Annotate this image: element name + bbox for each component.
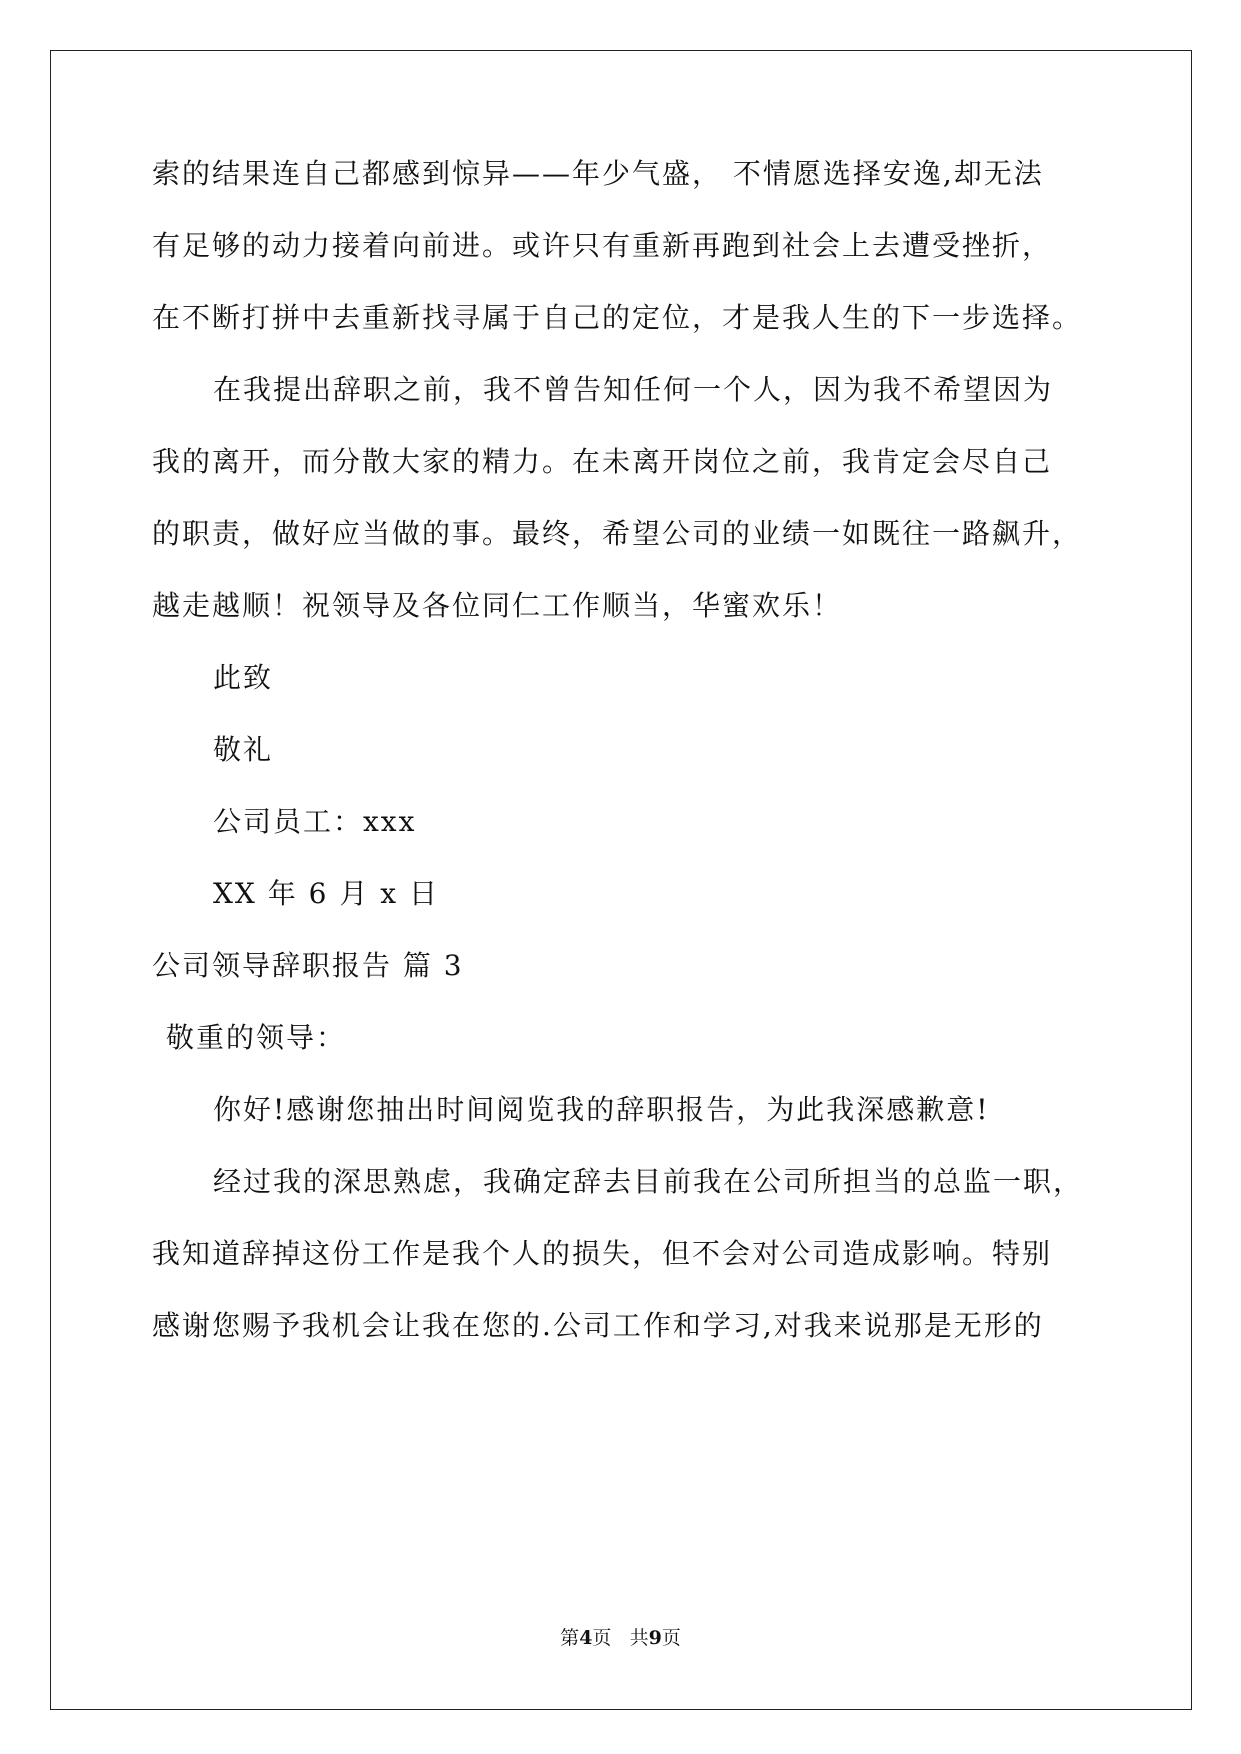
body-line: 我的离开，而分散大家的精力。在未离开岗位之前，我肯定会尽自己 bbox=[152, 445, 1053, 478]
page-prefix: 第 bbox=[560, 1627, 580, 1649]
signature-line: 公司员工：xxx bbox=[213, 805, 417, 838]
date-line: XX 年 6 月 x 日 bbox=[213, 877, 439, 910]
body-line: 有足够的动力接着向前进。或许只有重新再跑到社会上去遭受挫折， bbox=[152, 229, 1053, 262]
body-line: 我知道辞掉这份工作是我个人的损失，但不会对公司造成影响。特别 bbox=[152, 1237, 1053, 1270]
page-suffix: 页 bbox=[592, 1627, 612, 1649]
body-line: 越走越顺！祝领导及各位同仁工作顺当，华蜜欢乐！ bbox=[152, 589, 843, 622]
body-line: 索的结果连自己都感到惊异——年少气盛， 不情愿选择安逸,却无法 bbox=[152, 157, 1044, 190]
page-number: 4 bbox=[579, 1627, 593, 1649]
total-pages: 9 bbox=[648, 1627, 662, 1649]
body-line: 在不断打拼中去重新找寻属于自己的定位，才是我人生的下一步选择。 bbox=[152, 301, 1083, 334]
greeting-line: 敬重的领导： bbox=[166, 1021, 347, 1054]
page-footer bbox=[0, 1626, 1241, 1650]
closing-regards: 敬礼 bbox=[213, 733, 274, 766]
section-heading: 公司领导辞职报告 篇 3 bbox=[152, 949, 464, 982]
total-suffix: 页 bbox=[661, 1627, 681, 1649]
paragraph-start-line: 经过我的深思熟虑，我确定辞去目前我在公司所担当的总监一职， bbox=[213, 1165, 1084, 1198]
body-line: 的职责，做好应当做的事。最终，希望公司的业绩一如既往一路飙升， bbox=[152, 517, 1083, 550]
body-line: 感谢您赐予我机会让我在您的.公司工作和学习,对我来说那是无形的 bbox=[152, 1309, 1044, 1342]
paragraph-start-line: 在我提出辞职之前，我不曾告知任何一个人，因为我不希望因为 bbox=[213, 373, 1054, 406]
closing-salutation: 此致 bbox=[213, 661, 274, 694]
paragraph-start-line: 你好!感谢您抽出时间阅览我的辞职报告，为此我深感歉意! bbox=[213, 1093, 990, 1126]
total-prefix: 共 bbox=[629, 1627, 649, 1649]
